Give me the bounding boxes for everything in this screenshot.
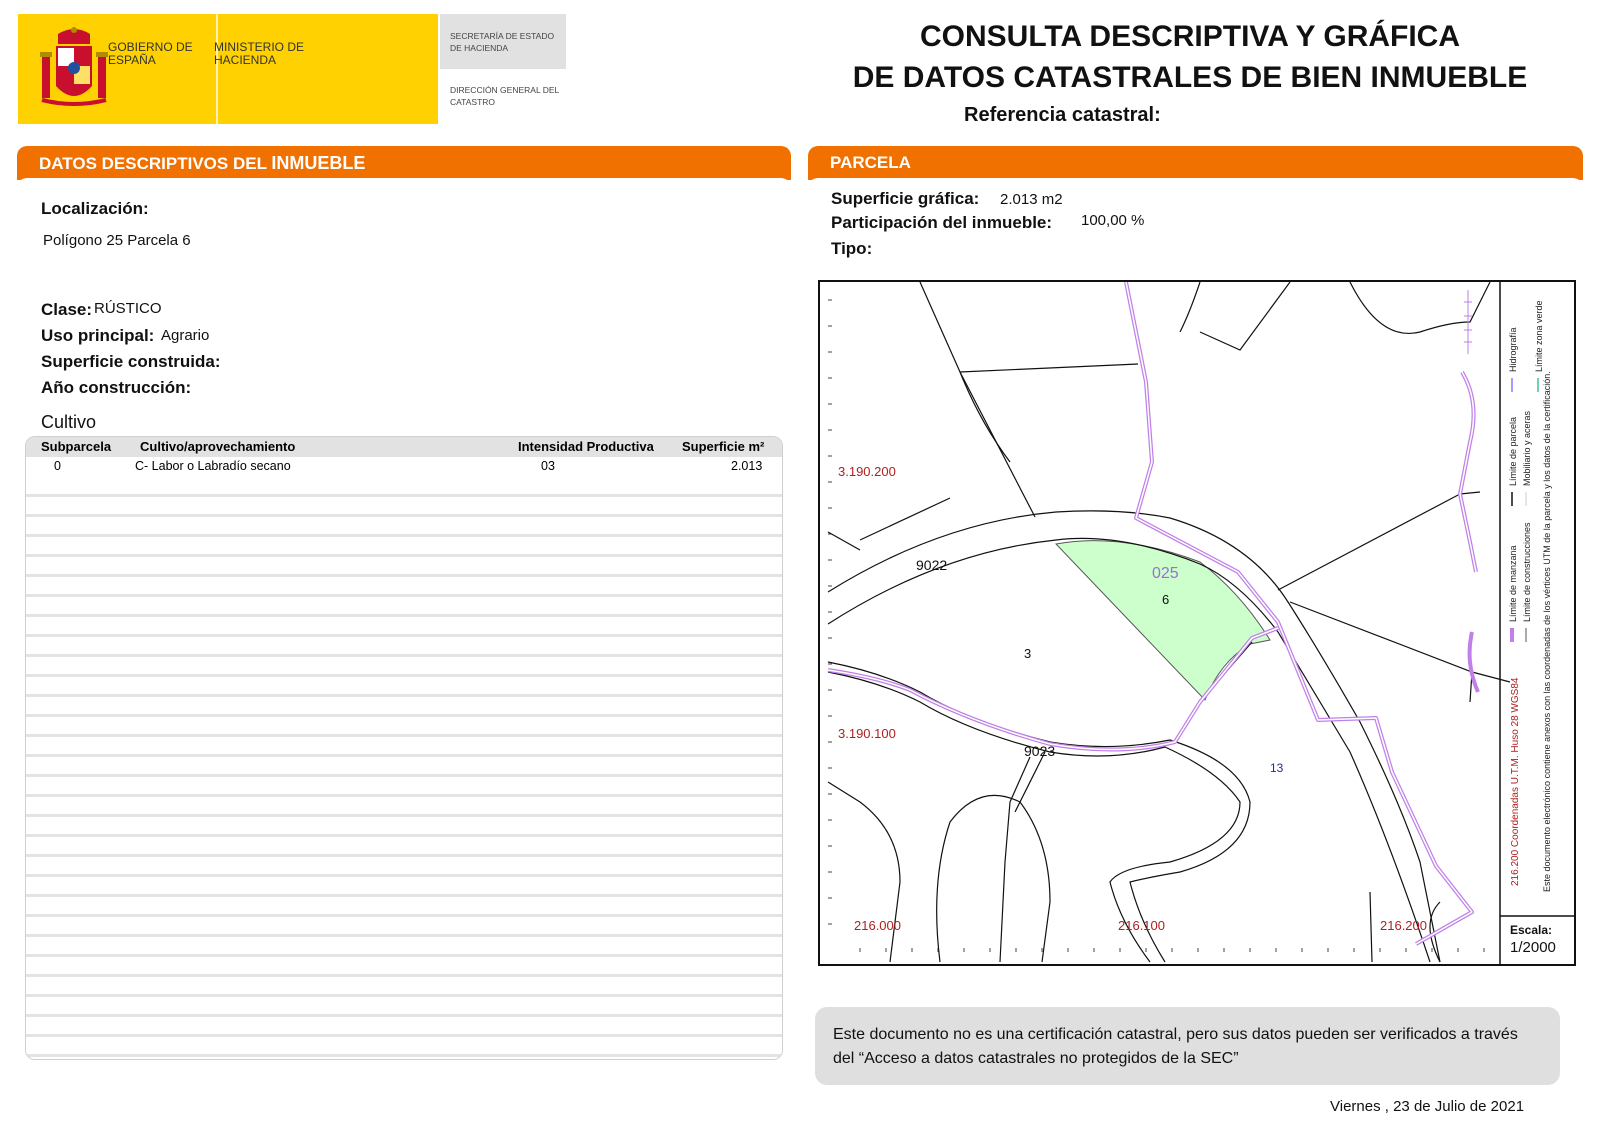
superficie-construida-label: Superficie construida: xyxy=(41,352,221,371)
participacion-label: Participación del inmueble: xyxy=(831,213,1053,232)
map-bottom-ticks xyxy=(860,948,1484,952)
x-coord-label-2: 216.100 xyxy=(1118,918,1165,933)
parcel-label-13: 13 xyxy=(1270,761,1284,775)
legend-coords-text: 216.200 Coordenadas U.T.M. Huso 28 WGS84 xyxy=(1510,677,1521,886)
title-line-1: CONSULTA DESCRIPTIVA Y GRÁFICA xyxy=(919,20,1461,53)
legend-note xyxy=(1542,371,1552,892)
table-header-row xyxy=(26,437,782,457)
legend-note-text: Este documento electrónico contiene anexos con las coordenadas de los vértices UTM de la parcela y los datos de la certificación. xyxy=(1542,371,1552,892)
participacion-value: 100,00 % xyxy=(1081,212,1145,229)
cadastral-reference-label: Referencia catastral: xyxy=(964,104,1161,126)
column-header-cultivo: Cultivo/aprovechamiento xyxy=(140,439,296,454)
legend-coords xyxy=(1510,677,1521,886)
legend-items xyxy=(1508,300,1544,642)
column-header-superficie: Superficie m² xyxy=(682,439,765,454)
cell-superficie: 2.013 xyxy=(731,459,763,473)
legend-item-zona-verde: Límite zona verde xyxy=(1534,300,1544,372)
directorate-name: DIRECCIÓN GENERAL DEL CATASTRO xyxy=(450,85,559,107)
government-logo-block xyxy=(18,14,438,124)
table-row xyxy=(26,457,782,477)
tipo-label: Tipo: xyxy=(831,239,873,258)
government-name: GOBIERNO DE ESPAÑA xyxy=(108,40,193,67)
superficie-grafica-label: Superficie gráfica: xyxy=(831,189,980,208)
column-header-intensidad: Intensidad Productiva xyxy=(518,439,654,454)
column-header-subparcela: Subparcela xyxy=(41,439,112,454)
map-left-ticks xyxy=(828,300,832,924)
verification-notice: Este documento no es una certificación catastral, pero sus datos pueden ser verificados a través del “Acceso a datos catastrales no protegidos de la SEC” xyxy=(815,1007,1560,1085)
localizacion-value: Polígono 25 Parcela 6 xyxy=(43,232,191,249)
clase-label: Clase: xyxy=(41,300,93,319)
parcela-section-title: PARCELA xyxy=(830,153,911,172)
x-coord-label-3: 216.200 xyxy=(1380,918,1427,933)
scale-label: Escala: xyxy=(1510,923,1553,937)
polygon-label-025: 025 xyxy=(1152,565,1179,582)
y-coord-label-1: 3.190.200 xyxy=(838,464,896,479)
parcel-label-9022: 9022 xyxy=(916,557,948,573)
legend-item-construcciones: Límite de construcciones xyxy=(1522,522,1532,622)
localizacion-label: Localización: xyxy=(41,199,149,218)
legend-item-manzana: Límite de manzana xyxy=(1508,545,1518,622)
parcel-label-3: 3 xyxy=(1024,646,1032,661)
clase-value: RÚSTICO xyxy=(94,300,162,317)
cultivo-title: Cultivo xyxy=(41,412,97,432)
table-empty-rows xyxy=(26,477,782,1057)
ministry-name: MINISTERIO DE HACIENDA xyxy=(214,40,305,67)
legend-item-hidrografia: Hidrografía xyxy=(1508,327,1518,372)
parcel-label-9023: 9023 xyxy=(1024,743,1056,759)
x-coord-label-1: 216.000 xyxy=(854,918,901,933)
cadastral-map xyxy=(818,280,1576,966)
title-line-2: DE DATOS CATASTRALES DE BIEN INMUEBLE xyxy=(852,61,1528,94)
superficie-grafica-value: 2.013 m2 xyxy=(1000,191,1063,208)
secretariat-name: SECRETARÍA DE ESTADO DE HACIENDA xyxy=(450,31,555,53)
parcel-label-6: 6 xyxy=(1162,592,1170,607)
cultivo-table xyxy=(25,436,783,1060)
cell-cultivo: C- Labor o Labradío secano xyxy=(135,459,291,473)
y-coord-label-2: 3.190.100 xyxy=(838,726,896,741)
anio-construccion-label: Año construcción: xyxy=(41,378,192,397)
map-drawing xyxy=(820,282,1574,964)
descriptive-section-header xyxy=(17,146,791,180)
legend-item-parcela: Límite de parcela xyxy=(1508,416,1518,486)
legend-item-mobiliario: Mobiliario y aceras xyxy=(1522,410,1532,486)
scale-value: 1/2000 xyxy=(1510,939,1556,956)
cell-intensidad: 03 xyxy=(541,459,555,473)
document-date: Viernes , 23 de Julio de 2021 xyxy=(1330,1098,1525,1115)
descriptive-section-title-a: DATOS DESCRIPTIVOS DEL xyxy=(39,154,272,173)
header-divider xyxy=(216,14,218,124)
parcela-section-header xyxy=(808,146,1583,180)
uso-principal-label: Uso principal: xyxy=(41,326,155,345)
uso-principal-value: Agrario xyxy=(161,327,210,344)
coat-of-arms-icon xyxy=(36,26,112,112)
page-title xyxy=(820,16,1560,98)
cell-subparcela: 0 xyxy=(54,459,61,473)
descriptive-section-title-b: INMUEBLE xyxy=(271,153,366,173)
